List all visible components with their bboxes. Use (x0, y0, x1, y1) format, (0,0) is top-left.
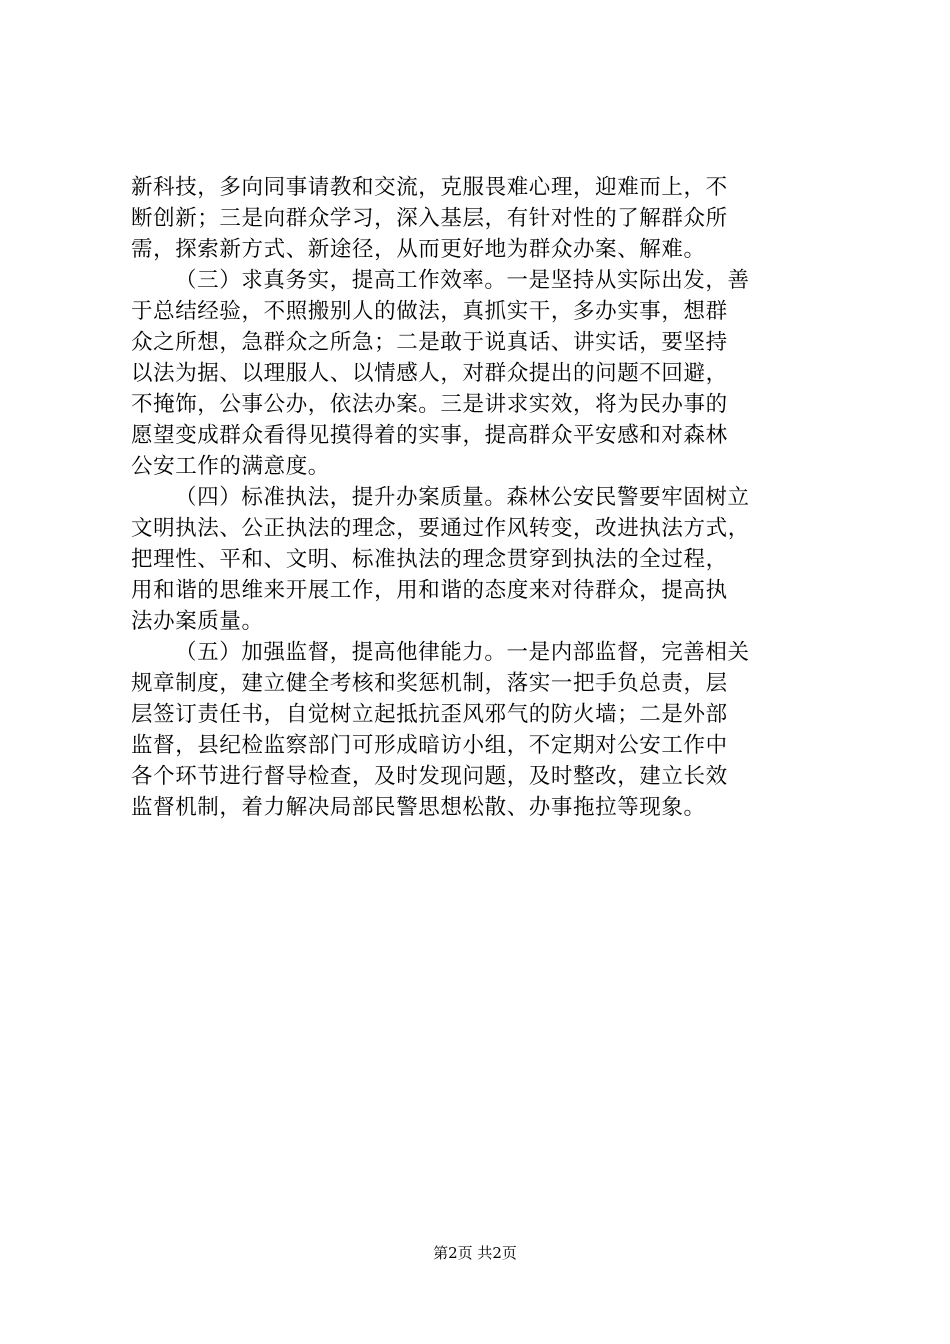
paragraph-first-line: （三）求真务实，提高工作效率。一是坚持从实际出发，善 (175, 268, 750, 293)
text-line: 愿望变成群众看得见摸得着的实事，提高群众平安感和对森林 (131, 423, 728, 448)
text-line: 监督机制，着力解决局部民警思想松散、办事拖拉等现象。 (131, 795, 706, 820)
text-line: 法办案质量。 (131, 609, 264, 634)
document-body (131, 172, 831, 823)
text-line: 新科技，多向同事请教和交流，克服畏难心理，迎难而上，不 (131, 175, 728, 200)
paragraph-first-line: （五）加强监督，提高他律能力。一是内部监督，完善相关 (175, 640, 750, 665)
text-line: 以法为据、以理服人、以情感人，对群众提出的问题不回避， (131, 361, 728, 386)
text-line: 用和谐的思维来开展工作，用和谐的态度来对待群众，提高执 (131, 578, 728, 603)
text-line: 规章制度，建立健全考核和奖惩机制，落实一把手负总责，层 (131, 671, 728, 696)
text-line: 众之所想，急群众之所急；二是敢于说真话、讲实话，要坚持 (131, 330, 728, 355)
text-line: 断创新；三是向群众学习，深入基层，有针对性的了解群众所 (131, 206, 728, 231)
text-line: 把理性、平和、文明、标准执法的理念贯穿到执法的全过程， (131, 547, 728, 572)
text-line: 层签订责任书，自觉树立起抵抗歪风邪气的防火墙；二是外部 (131, 702, 728, 727)
page-footer: 第2页 共2页 (433, 1244, 517, 1262)
text-line: 公安工作的满意度。 (131, 454, 330, 479)
paragraph-first-line: （四）标准执法，提升办案质量。森林公安民警要牢固树立 (175, 485, 750, 510)
text-line: 需，探索新方式、新途径，从而更好地为群众办案、解难。 (131, 237, 706, 262)
text-line: 文明执法、公正执法的理念，要通过作风转变，改进执法方式， (131, 516, 750, 541)
text-line: 监督，县纪检监察部门可形成暗访小组，不定期对公安工作中 (131, 733, 728, 758)
text-line: 不掩饰，公事公办，依法办案。三是讲求实效，将为民办事的 (131, 392, 728, 417)
text-line: 各个环节进行督导检查，及时发现问题，及时整改，建立长效 (131, 764, 728, 789)
text-line: 于总结经验，不照搬别人的做法，真抓实干，多办实事，想群 (131, 299, 728, 324)
